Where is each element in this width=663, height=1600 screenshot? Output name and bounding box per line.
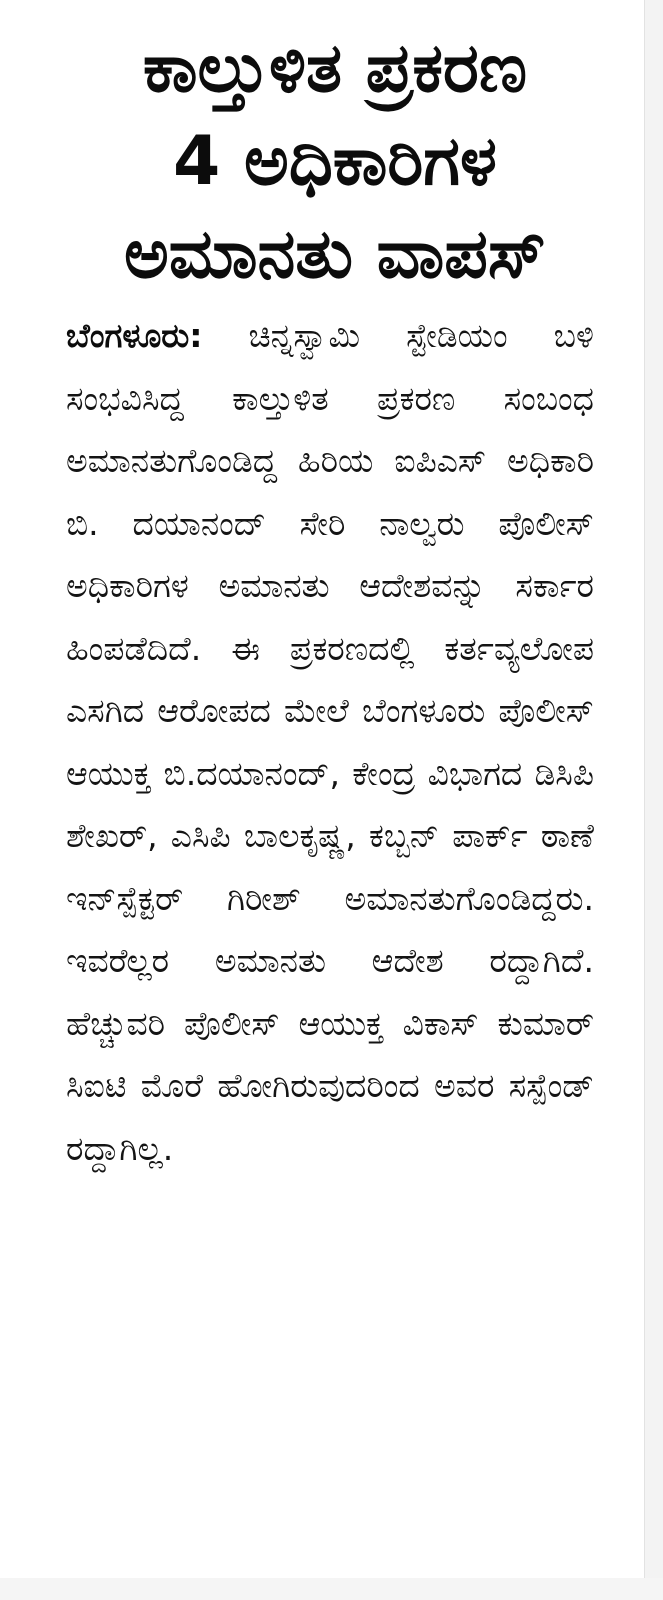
headline-line-2: 4 ಅಧಿಕಾರಿಗಳ [173, 122, 497, 201]
article-body-text: ಚಿನ್ನಸ್ವಾಮಿ ಸ್ಟೇಡಿಯಂ ಬಳಿ ಸಂಭವಿಸಿದ್ದ ಕಾಲ್ತುಳಿತ ಪ್ರಕರಣ ಸಂಬಂಧ ಅಮಾನತುಗೊಂಡಿದ್ದ ಹಿರಿಯ ಐಪಿಎಸ್ ಅಧಿಕಾರಿ ಬಿ. ದಯಾನಂದ್ ಸೇರಿ ನಾಲ್ವರು ಪೊಲೀಸ್ ಅಧಿಕಾರಿಗಳ ಅಮಾನತು ಆದೇಶವನ್ನು ಸರ್ಕಾರ ಹಿಂಪಡೆದಿದೆ. ಈ ಪ್ರಕರಣದಲ್ಲಿ ಕರ್ತವ್ಯಲೋಪ ಎಸಗಿದ ಆರೋಪದ ಮೇಲೆ ಬೆಂಗಳೂರು ಪೊಲೀಸ್ ಆಯುಕ್ತ ಬಿ.ದಯಾನಂದ್, ಕೇಂದ್ರ ವಿಭಾಗದ ಡಿಸಿಪಿ ಶೇಖರ್, ಎಸಿಪಿ ಬಾಲಕೃಷ್ಣ, ಕಬ್ಬನ್ ಪಾರ್ಕ್ ಠಾಣೆ ಇನ್‌ಸ್ಪೆಕ್ಟರ್ ಗಿರೀಶ್ ಅಮಾನತುಗೊಂಡಿದ್ದರು. ಇವರೆಲ್ಲರ ಅಮಾನತು ಆದೇಶ ರದ್ದಾಗಿದೆ. ಹೆಚ್ಚುವರಿ ಪೊಲೀಸ್ ಆಯುಕ್ತ ವಿಕಾಸ್ ಕುಮಾರ್ ಸಿಐಟಿ ಮೊರೆ ಹೋಗಿರುವುದರಿಂದ ಅವರ ಸಸ್ಪೆಂಡ್ ರದ್ದಾಗಿಲ್ಲ. [66, 316, 594, 1168]
newspaper-clipping [22, 0, 642, 1600]
headline [22, 22, 642, 301]
headline-line-3: ಅಮಾನತು ವಾಪಸ್ [123, 215, 547, 294]
screen-edge [644, 0, 663, 1600]
dateline: ಬೆಂಗಳೂರು: [66, 316, 203, 355]
headline-line-1: ಕಾಲ್ತುಳಿತ ಪ್ರಕರಣ [142, 29, 528, 108]
bottom-strip [0, 1578, 663, 1600]
article-body [22, 305, 642, 1180]
